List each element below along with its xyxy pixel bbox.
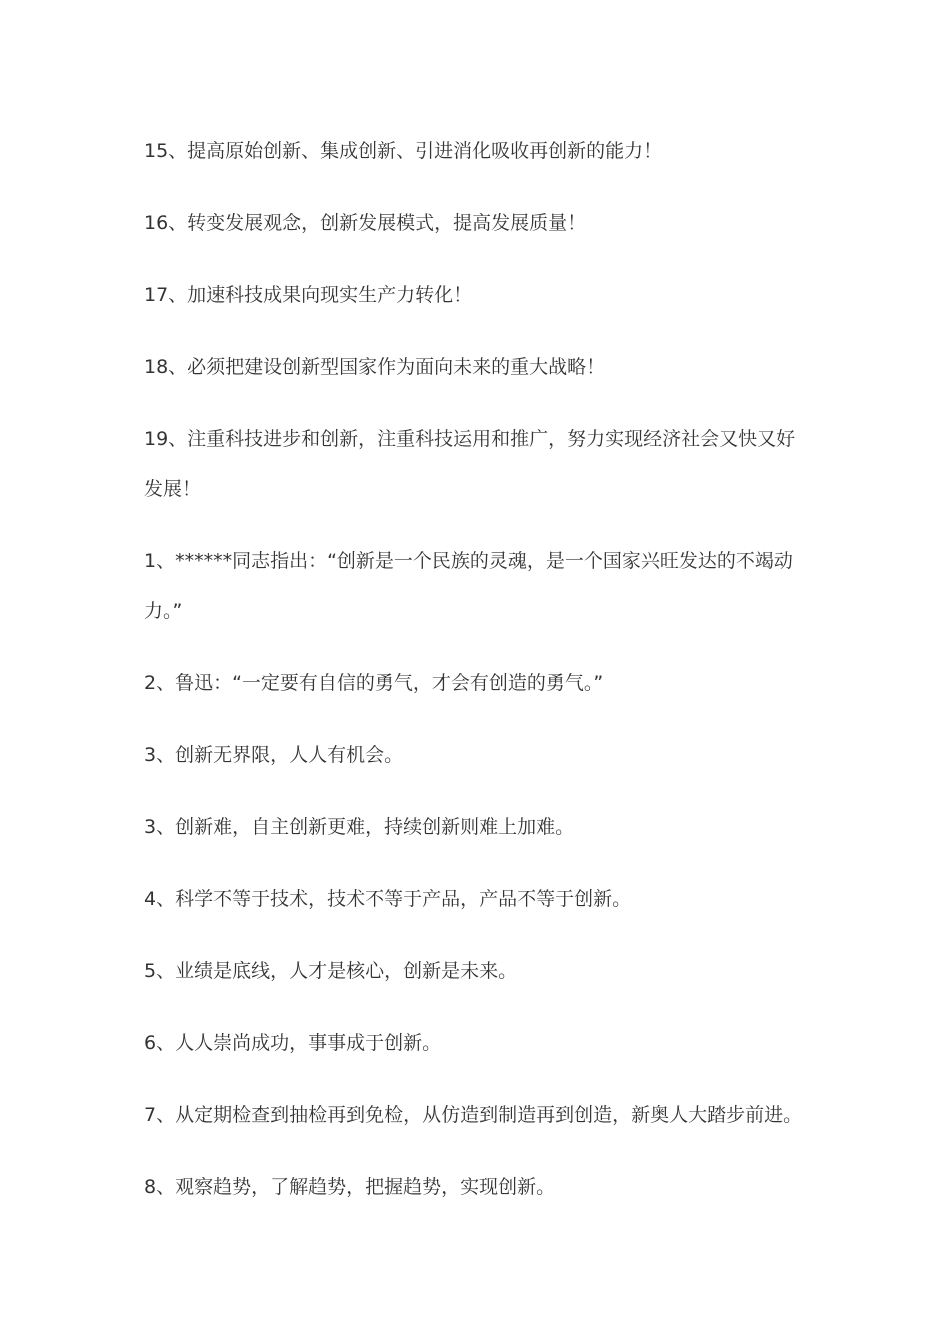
paragraph-2: 2、鲁迅：“一定要有自信的勇气，才会有创造的勇气。” xyxy=(144,672,604,694)
paragraph-3a: 3、创新无界限，人人有机会。 xyxy=(144,744,404,766)
paragraph-19: 19、注重科技进步和创新，注重科技运用和推广，努力实现经济社会又快又好发展！ xyxy=(144,428,796,500)
paragraph-5: 5、业绩是底线，人才是核心，创新是未来。 xyxy=(144,960,518,982)
paragraph-7: 7、从定期检查到抽检再到免检，从仿造到制造再到创造，新奥人大踏步前进。 xyxy=(144,1104,803,1126)
document-body xyxy=(144,126,809,1234)
paragraph-16: 16、转变发展观念，创新发展模式，提高发展质量！ xyxy=(144,212,587,234)
paragraph-6: 6、人人崇尚成功，事事成于创新。 xyxy=(144,1032,442,1054)
paragraph-3b: 3、创新难，自主创新更难，持续创新则难上加难。 xyxy=(144,816,575,838)
paragraph-18: 18、必须把建设创新型国家作为面向未来的重大战略！ xyxy=(144,356,606,378)
paragraph-15: 15、提高原始创新、集成创新、引进消化吸收再创新的能力！ xyxy=(144,140,663,162)
paragraph-17: 17、加速科技成果向现实生产力转化！ xyxy=(144,284,473,306)
paragraph-8: 8、观察趋势，了解趋势，把握趋势，实现创新。 xyxy=(144,1176,556,1198)
paragraph-1: 1、******同志指出：“创新是一个民族的灵魂，是一个国家兴旺发达的不竭动力。” xyxy=(144,550,793,622)
paragraph-4: 4、科学不等于技术，技术不等于产品，产品不等于创新。 xyxy=(144,888,632,910)
